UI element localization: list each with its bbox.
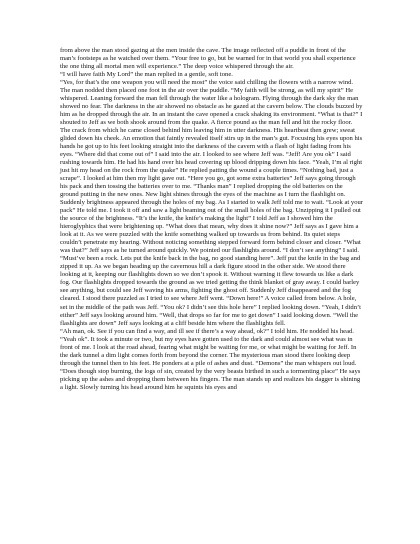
paragraph-1: from above the man stood gazing at the men inside the cave. The image reflected off a puddle in front of the man’s footsteps as he watched over them. “Your free to go, but be warned for in that world you shall experience the one thing all mortal men will experience.” The deep voice whispered through the air. xyxy=(60,47,356,71)
paragraph-4: “Ah man, ok. See if you can find a way, and ill see if there’s a way ahead, ok?” I told him. He nodded his head. “Yeah ok”. It took a minute or two, but my eyes have gotten used to the dark and could almost see what was in front of me. I look at the road ahead, fearing what might be waiting for me, or what might be waiting for Jeff. In the dark tunnel a dim light comes forth from beyond the corner. The mysterious man stood there looking deep through the tunnel then to his feet. He ponders at a pile of ashes and dust. “Demons” the man whispers out loud. “Does though stop burning, the logs of sin, created by the very beasts birthed in such a tormenting place” He says picking up the ashes and dropping them between his fingers. The man stands up and realizes his dagger is shining a light. Slowly turning his head around him he squints his eyes and xyxy=(60,327,361,391)
paragraph-3: “Yes, for that’s the one weapon you will need the most” the voice said chilling the flowers with a narrow wind. The man nodded then placed one foot in the air over the puddle. “My faith will be strong, as will my spirit” He whispered. Leaning forward the man fell through the water like a hologram. Flying through the dark sky the man showed no fear. The darkness in the air showed no obstacle as he gazed at the cavern below. The clouds buzzed by him as he dropped through the air. In an instant the cave opened a crack shaking its environment. “What is that?” I shouted to Jeff as we both shook around from the quake. A fierce pound as the man fell and hit the rocky floor. The crack from which he came closed behind him leaving him in utter darkness. His heartbeat then grew; sweat glided down his cheek. An emotion that faintly revealed itself stirs up in the man’s gut. Focusing his eyes upon his hands he got up to his feet looking straight into the darkness of the cavern with a flash of light fading from his eyes. “Where did that come out of” I said into the air. I looked to see where Jeff was. “Jeff! Are you ok” I said rushing towards him. He had his hand over his head covering up blood dripping down his face. “Yeah, I’m al right just hit my head on the rock from the quake” He replied patting the wound a couple times. “Nothing bad, just a scrape”. I looked at him then my light gave out. “Here you go, got some extra batteries” Jeff says going through his pack and then tossing the batteries over to me. “Thanks man” I replied dropping the old batteries on the ground putting in the new ones. New light shines through the eyes of the machine as I turn the flashlight on. Suddenly brightness appeared through the holes of my bag. As I started to walk Jeff told me to wait. “Look at your pack” He told me. I took it off and saw a light beaming out of the small holes of the bag. Unzipping it I pulled out the source of the brightness. “It’s the knife, the knife’s making the light” I told Jeff as I showed him the hieroglyphics that were brightening up. “What does that mean, why does it shine now?” Jeff says as I gave him a look at it. As we were puzzled with the knife something walked up towards us from behind. Its quiet steps couldn’t penetrate my hearing. Without noticing something stepped forward form behind closer and closer. “What was that?” Jeff says as he turned around quickly. We pointed our flashlights around. “I don’t see anything” I said. “Must’ve been a rock. Lets put the knife back in the bag, no good standing here”. Jeff put the knife in the bag and zipped it up. As we began heading up the cavernous hill a dark figure stood in the other side. We stood there looking at it, keeping our flashlights down so we don’t spook it. Without warning it flew towards us like a dark fog. Our flashlights dropped towards the ground as we tried getting the think blanket of gray away. I could barley see anything, but could see Jeff waving his arms, fighting the ghost off. Suddenly Jeff disappeared and the fog cleared. I stood there puzzled as I tried to see where Jeff went. “Down here!” A voice called from below. A hole, set in the middle of the path was Jeff. “You ok? I didn’t see this hole here” I replied looking down. “Yeah, I didn’t either” Jeff says looking around him. “Well, that drops so far for me to get down” I said looking down. “Well the flashlights are down” Jeff says looking at a cliff beside him where the flashlights fell. xyxy=(60,79,363,327)
paragraph-2: “I will have faith My Lord” the man replied in a gentle, soft tone. xyxy=(60,71,233,79)
